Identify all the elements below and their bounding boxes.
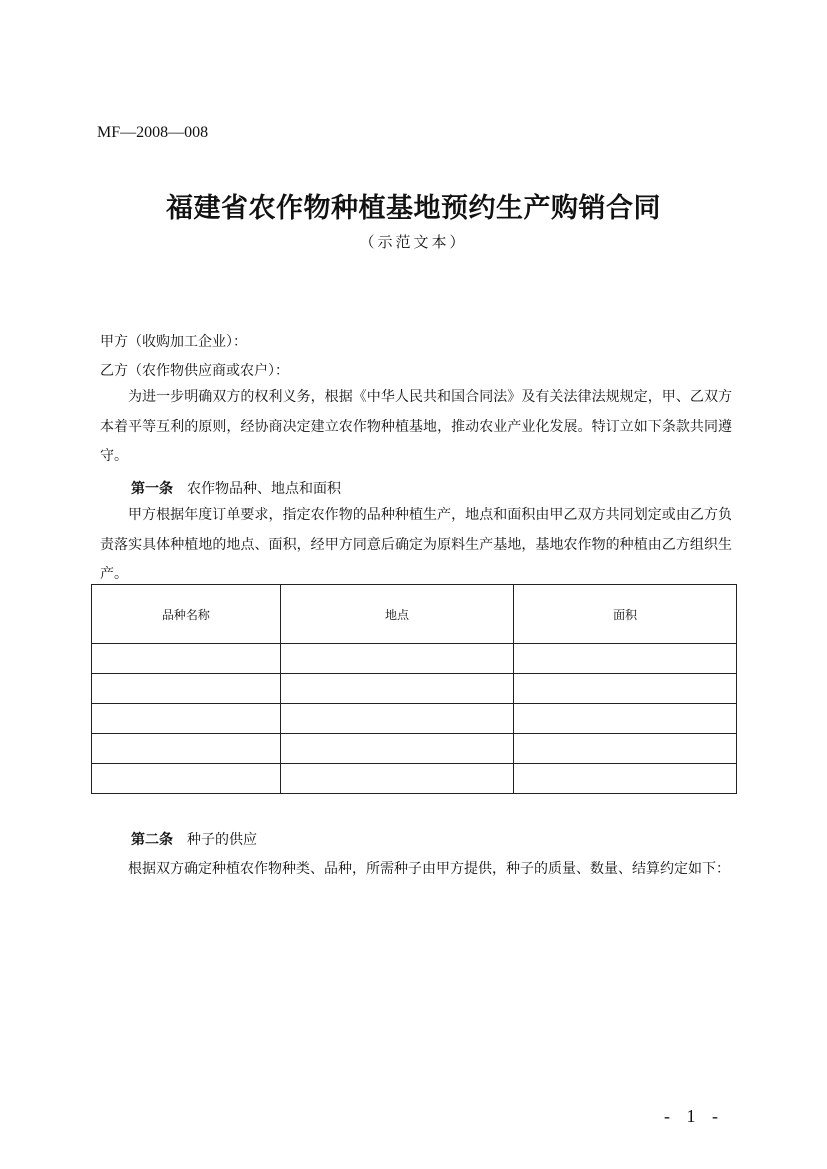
article-2-heading bbox=[131, 829, 257, 849]
page-number: - 1 - bbox=[664, 1106, 724, 1126]
table-cell[interactable] bbox=[92, 734, 281, 764]
table-cell[interactable] bbox=[280, 704, 514, 734]
article-1-number: 第一条 bbox=[131, 481, 173, 497]
table-header-location: 地点 bbox=[280, 585, 514, 644]
article-1-heading bbox=[131, 478, 341, 498]
document-subtitle: （示范文本） bbox=[359, 233, 468, 251]
table-cell[interactable] bbox=[280, 674, 514, 704]
article-2-body-text: 根据双方确定种植农作物种类、品种，所需种子由甲方提供，种子的质量、数量、结算约定如下： bbox=[128, 861, 730, 877]
article-2-body bbox=[100, 855, 732, 885]
document-title: 福建省农作物种植基地预约生产购销合同 bbox=[166, 193, 661, 224]
table-cell[interactable] bbox=[92, 674, 281, 704]
article-2-title: 种子的供应 bbox=[187, 832, 257, 848]
table-cell[interactable] bbox=[514, 674, 737, 704]
preamble-paragraph: 为进一步明确双方的权利义务，根据《中华人民共和国合同法》及有关法律法规规定，甲、乙双方本着平等互利的原则，经协商决定建立农作物种植基地，推动农业产业化发展。特订立如下条款共同遵守。 bbox=[100, 389, 732, 464]
crop-table bbox=[91, 584, 737, 794]
table-cell[interactable] bbox=[514, 734, 737, 764]
table-cell[interactable] bbox=[92, 644, 281, 674]
table-cell[interactable] bbox=[92, 764, 281, 794]
table-cell[interactable] bbox=[280, 644, 514, 674]
table-row bbox=[92, 734, 737, 764]
table-row bbox=[92, 674, 737, 704]
table-cell[interactable] bbox=[514, 764, 737, 794]
table-header-variety: 品种名称 bbox=[92, 585, 281, 644]
article-1-body: 甲方根据年度订单要求，指定农作物的品种种植生产，地点和面积由甲乙双方共同划定或由乙方负责落实具体种植地的地点、面积，经甲方同意后确定为原料生产基地，基地农作物的种植由乙方组织生产。 bbox=[100, 507, 732, 582]
article-2-number: 第二条 bbox=[131, 832, 173, 848]
table-row bbox=[92, 764, 737, 794]
table-cell[interactable] bbox=[514, 704, 737, 734]
party-a-line: 甲方（收购加工企业）： bbox=[100, 334, 247, 350]
table-cell[interactable] bbox=[280, 764, 514, 794]
table-cell[interactable] bbox=[280, 734, 514, 764]
table-row bbox=[92, 644, 737, 674]
table-cell[interactable] bbox=[92, 704, 281, 734]
table-cell[interactable] bbox=[514, 644, 737, 674]
article-1-title: 农作物品种、地点和面积 bbox=[187, 481, 341, 497]
table-header-area: 面积 bbox=[514, 585, 737, 644]
document-code: MF—2008—008 bbox=[97, 124, 209, 141]
party-b-line: 乙方（农作物供应商或农户）： bbox=[100, 363, 289, 379]
table-row bbox=[92, 704, 737, 734]
table-header-row bbox=[92, 585, 737, 644]
